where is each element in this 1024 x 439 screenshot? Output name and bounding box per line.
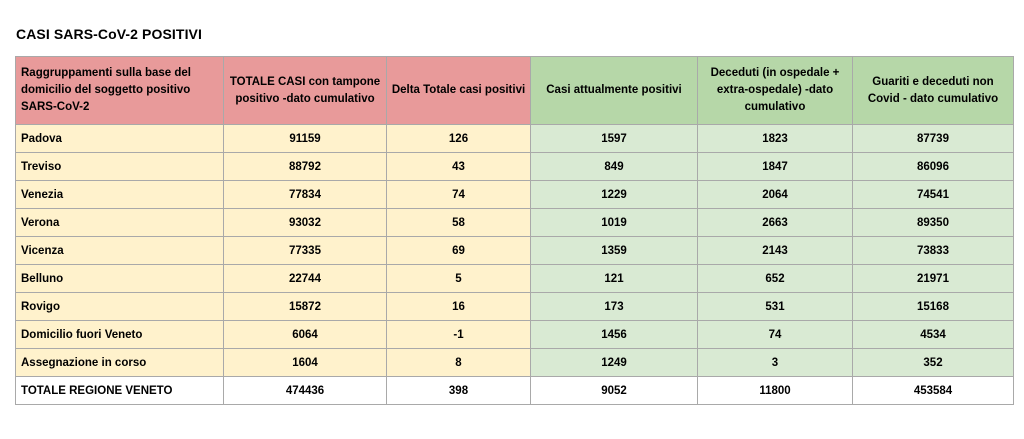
cell-deceased: 531	[698, 293, 853, 321]
cell-delta-total: -1	[387, 321, 531, 349]
cell-recovered: 352	[853, 349, 1014, 377]
cell-delta-total: 16	[387, 293, 531, 321]
cell-currently-positive: 1249	[531, 349, 698, 377]
table-row	[16, 349, 1014, 377]
table-row	[16, 237, 1014, 265]
cell-domicile: Vicenza	[16, 237, 224, 265]
cell-deceased: 2143	[698, 237, 853, 265]
table-row	[16, 293, 1014, 321]
cell-recovered: 74541	[853, 181, 1014, 209]
cell-total-cases: 77834	[224, 181, 387, 209]
cell-total-cases: 474436	[224, 377, 387, 405]
table-row	[16, 321, 1014, 349]
cell-recovered: 89350	[853, 209, 1014, 237]
table-total-row	[16, 377, 1014, 405]
table-row	[16, 209, 1014, 237]
cell-domicile: Belluno	[16, 265, 224, 293]
cell-currently-positive: 1229	[531, 181, 698, 209]
cell-recovered: 453584	[853, 377, 1014, 405]
cell-currently-positive: 1597	[531, 125, 698, 153]
cell-total-cases: 77335	[224, 237, 387, 265]
table-row	[16, 181, 1014, 209]
cell-delta-total: 5	[387, 265, 531, 293]
cell-domicile: Assegnazione in corso	[16, 349, 224, 377]
header-recovered: Guariti e deceduti non Covid - dato cumulativo	[853, 57, 1014, 125]
cell-recovered: 86096	[853, 153, 1014, 181]
cell-delta-total: 8	[387, 349, 531, 377]
cell-deceased: 1847	[698, 153, 853, 181]
cell-domicile: Domicilio fuori Veneto	[16, 321, 224, 349]
cell-recovered: 87739	[853, 125, 1014, 153]
header-delta-total: Delta Totale casi positivi	[387, 57, 531, 125]
cell-delta-total: 126	[387, 125, 531, 153]
cell-total-cases: 88792	[224, 153, 387, 181]
table-header-row	[16, 57, 1014, 125]
cell-total-cases: 22744	[224, 265, 387, 293]
cell-deceased: 74	[698, 321, 853, 349]
page-title: CASI SARS-CoV-2 POSITIVI	[16, 26, 202, 42]
cell-deceased: 652	[698, 265, 853, 293]
cell-deceased: 11800	[698, 377, 853, 405]
cell-currently-positive: 9052	[531, 377, 698, 405]
cell-total-cases: 1604	[224, 349, 387, 377]
cell-recovered: 4534	[853, 321, 1014, 349]
cell-recovered: 15168	[853, 293, 1014, 321]
cell-delta-total: 398	[387, 377, 531, 405]
cell-currently-positive: 1456	[531, 321, 698, 349]
cell-total-cases: 6064	[224, 321, 387, 349]
table-row	[16, 265, 1014, 293]
cell-currently-positive: 1019	[531, 209, 698, 237]
cell-deceased: 2663	[698, 209, 853, 237]
header-total-cases: TOTALE CASI con tampone positivo -dato cumulativo	[224, 57, 387, 125]
cell-domicile: Rovigo	[16, 293, 224, 321]
cell-delta-total: 43	[387, 153, 531, 181]
cell-domicile: TOTALE REGIONE VENETO	[16, 377, 224, 405]
header-currently-positive: Casi attualmente positivi	[531, 57, 698, 125]
cell-deceased: 3	[698, 349, 853, 377]
table-row	[16, 125, 1014, 153]
cell-domicile: Verona	[16, 209, 224, 237]
cell-domicile: Padova	[16, 125, 224, 153]
cell-currently-positive: 1359	[531, 237, 698, 265]
cell-currently-positive: 849	[531, 153, 698, 181]
table-row	[16, 153, 1014, 181]
cell-domicile: Venezia	[16, 181, 224, 209]
header-deceased: Deceduti (in ospedale + extra-ospedale) -dato cumulativo	[698, 57, 853, 125]
cell-recovered: 21971	[853, 265, 1014, 293]
cell-domicile: Treviso	[16, 153, 224, 181]
cell-total-cases: 93032	[224, 209, 387, 237]
cell-currently-positive: 173	[531, 293, 698, 321]
cell-currently-positive: 121	[531, 265, 698, 293]
cell-recovered: 73833	[853, 237, 1014, 265]
cell-delta-total: 58	[387, 209, 531, 237]
table-body	[16, 125, 1014, 405]
cell-deceased: 1823	[698, 125, 853, 153]
header-domicile: Raggruppamenti sulla base del domicilio del soggetto positivo SARS-CoV-2	[16, 57, 224, 125]
cell-total-cases: 15872	[224, 293, 387, 321]
cell-total-cases: 91159	[224, 125, 387, 153]
cell-deceased: 2064	[698, 181, 853, 209]
cell-delta-total: 74	[387, 181, 531, 209]
cell-delta-total: 69	[387, 237, 531, 265]
positive-cases-table	[15, 56, 1014, 405]
